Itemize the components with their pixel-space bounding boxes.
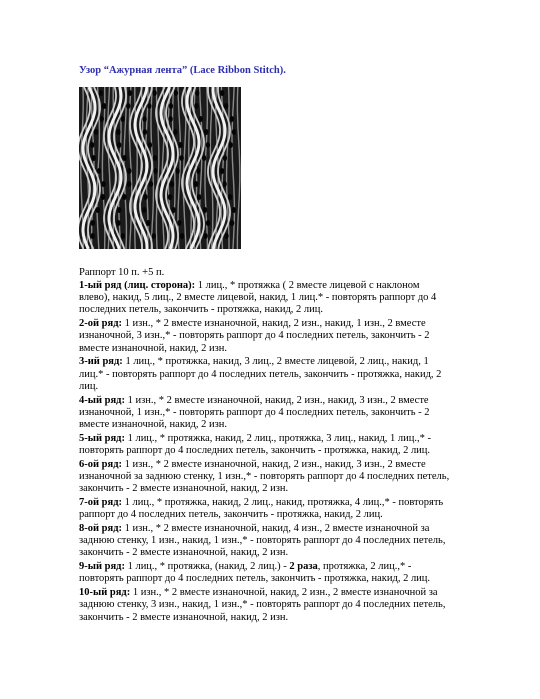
eyelet-hole bbox=[220, 168, 224, 174]
row-5 bbox=[79, 433, 451, 457]
row-text: 1 лиц., * протяжка, (накид, 2 лиц.) - bbox=[124, 561, 290, 573]
row-4 bbox=[79, 395, 451, 432]
eyelet-hole bbox=[171, 207, 175, 213]
eyelet-hole bbox=[230, 116, 234, 122]
eyelet-hole bbox=[126, 103, 130, 109]
row-label: 3-ий ряд: bbox=[79, 356, 123, 368]
eyelet-hole bbox=[204, 129, 208, 135]
eyelet-hole bbox=[194, 103, 198, 109]
eyelet-hole bbox=[223, 155, 227, 161]
eyelet-hole bbox=[90, 233, 94, 239]
eyelet-hole bbox=[100, 116, 104, 122]
row-label: 10-ый ряд: bbox=[79, 587, 131, 599]
row-label: 8-ой ряд: bbox=[79, 523, 122, 535]
eyelet-hole bbox=[94, 129, 98, 135]
eyelet-hole bbox=[102, 103, 106, 109]
eyelet-hole bbox=[199, 116, 203, 122]
eyelet-hole bbox=[143, 129, 147, 135]
pattern-title: Узор “Ажурная лента” (Lace Ribbon Stitch). bbox=[79, 65, 286, 76]
eyelet-hole bbox=[99, 90, 103, 96]
row-text-bold: 2 раза bbox=[289, 561, 318, 573]
eyelet-hole bbox=[117, 207, 121, 213]
eyelet-hole bbox=[116, 220, 120, 226]
row-2 bbox=[79, 318, 451, 355]
eyelet-hole bbox=[91, 155, 95, 161]
eyelet-hole bbox=[170, 181, 174, 187]
eyelet-hole bbox=[206, 142, 210, 148]
eyelet-hole bbox=[173, 129, 177, 135]
row-text: 1 лиц., * протяжка, накид, 2 лиц., протяжка, 3 лиц., накид, 1 лиц.,* - повторять раппорт до 4 последних петель, закончить - протяжка, накид, 2 лиц. bbox=[79, 432, 432, 457]
eyelet-hole bbox=[203, 207, 207, 213]
eyelet-hole bbox=[222, 181, 226, 187]
eyelet-hole bbox=[224, 103, 228, 109]
eyelet-hole bbox=[232, 207, 236, 213]
knit-swatch-image bbox=[79, 87, 241, 249]
row-text: 1 изн., * 2 вместе изнаночной, накид, 2 изн., накид, 3 изн., 2 вместе изнаночной за заднюю стенку, 1 изн.,* - повторять раппорт до 4 последних петель, закончить - 2 вместе изнаночной, накид, 2 изн. bbox=[79, 458, 450, 495]
eyelet-hole bbox=[146, 220, 150, 226]
row-label: 9-ый ряд: bbox=[79, 561, 125, 573]
row-label: 7-ой ряд: bbox=[79, 497, 122, 509]
eyelet-hole bbox=[117, 142, 121, 148]
eyelet-hole bbox=[228, 194, 232, 200]
eyelet-hole bbox=[128, 90, 132, 96]
row-3 bbox=[79, 356, 451, 393]
eyelet-hole bbox=[168, 194, 172, 200]
eyelet-hole bbox=[180, 155, 184, 161]
eyelet-hole bbox=[122, 155, 126, 161]
eyelet-hole bbox=[224, 233, 228, 239]
eyelet-hole bbox=[153, 155, 157, 161]
row-text-after: , протяжка, 2 лиц.,* - повторять раппорт до 4 последних петель, закончить - протяжка, накид, 2 лиц. bbox=[79, 561, 431, 585]
eyelet-hole bbox=[169, 103, 173, 109]
eyelet-hole bbox=[232, 129, 236, 135]
eyelet-hole bbox=[175, 168, 179, 174]
eyelet-hole bbox=[97, 168, 101, 174]
row-9 bbox=[79, 561, 451, 585]
row-text: 1 лиц., * протяжка ( 2 вместе лицевой с наклоном влево), накид, 5 лиц., 2 вместе лицевой, накид, 1 лиц.* - повторять раппорт до 4 последних петель, закончить - протяжка, накид, 2 лиц. bbox=[79, 280, 437, 316]
stitch-column bbox=[237, 87, 239, 249]
eyelet-hole bbox=[196, 168, 200, 174]
eyelet-hole bbox=[143, 194, 147, 200]
eyelet-hole bbox=[174, 90, 178, 96]
eyelet-hole bbox=[206, 220, 210, 226]
eyelet-hole bbox=[178, 142, 182, 148]
row-10 bbox=[79, 587, 451, 624]
row-label: 2-ой ряд: bbox=[79, 318, 122, 330]
eyelet-hole bbox=[168, 116, 172, 122]
eyelet-hole bbox=[101, 194, 105, 200]
row-6 bbox=[79, 459, 451, 496]
row-instructions bbox=[79, 280, 451, 625]
eyelet-hole bbox=[101, 181, 105, 187]
eyelet-hole bbox=[153, 168, 157, 174]
eyelet-hole bbox=[203, 233, 207, 239]
row-text: 1 изн., * 2 вместе изнаночной, накид, 2 изн., 2 вместе изнаночной за заднюю стенку, 3 изн., накид, 1 изн.,* - повторять раппорт до 4 последних петель, закончить - 2 вместе изнаночной, накид, 2 изн. bbox=[79, 587, 446, 623]
row-text: 1 изн., * 2 вместе изнаночной, накид, 2 изн., накид, 3 изн., 2 вместе изнаночной, 1 изн.,* - повторять раппорт до 4 последних петель, закончить - 2 вместе изнаночной, накид, 2 изн. bbox=[79, 394, 430, 431]
eyelet-hole bbox=[127, 181, 131, 187]
eyelet-hole bbox=[197, 194, 201, 200]
eyelet-hole bbox=[149, 181, 153, 187]
stitch-column bbox=[129, 87, 131, 249]
eyelet-hole bbox=[230, 220, 234, 226]
row-text: 1 лиц., * протяжка, накид, 2 лиц., накид, протяжка, 4 лиц.,* - повторять раппорт до 4 последних петель, закончить - протяжка, накид, 2 лиц. bbox=[79, 497, 444, 521]
eyelet-hole bbox=[220, 90, 224, 96]
eyelet-hole bbox=[116, 129, 120, 135]
eyelet-hole bbox=[195, 90, 199, 96]
row-8 bbox=[79, 523, 451, 560]
row-label: 6-ой ряд: bbox=[79, 458, 122, 470]
eyelet-hole bbox=[177, 220, 181, 226]
rapport-text: Раппорт 10 п. +5 п. bbox=[79, 267, 165, 278]
eyelet-hole bbox=[152, 90, 156, 96]
eyelet-hole bbox=[194, 181, 198, 187]
eyelet-hole bbox=[180, 233, 184, 239]
row-text: 1 лиц., * протяжка, накид, 3 лиц., 2 вместе лицевой, 2 лиц., накид, 1 лиц.* - повторять раппорт до 4 последних петель, закончить - протяжка, накид, 2 лиц. bbox=[79, 356, 442, 392]
eyelet-hole bbox=[121, 233, 125, 239]
eyelet-hole bbox=[152, 233, 156, 239]
eyelet-hole bbox=[122, 194, 126, 200]
row-text: 1 изн., * 2 вместе изнаночной, накид, 2 изн., накид, 1 изн., 2 вместе изнаночной, 3 изн.,* - повторять раппорт до 4 последних петель, закончить - 2 вместе изнаночной, накид, 2 изн. bbox=[79, 318, 430, 354]
eyelet-hole bbox=[148, 142, 152, 148]
row-1 bbox=[79, 280, 451, 317]
eyelet-hole bbox=[127, 168, 131, 174]
eyelet-hole bbox=[91, 220, 95, 226]
eyelet-hole bbox=[96, 207, 100, 213]
eyelet-hole bbox=[142, 116, 146, 122]
row-7 bbox=[79, 497, 451, 521]
eyelet-hole bbox=[147, 103, 151, 109]
row-label: 1-ый ряд (лиц. сторона): bbox=[79, 280, 196, 291]
pattern-photo bbox=[79, 87, 241, 249]
eyelet-hole bbox=[121, 116, 125, 122]
eyelet-hole bbox=[229, 142, 233, 148]
eyelet-hole bbox=[142, 207, 146, 213]
row-label: 5-ый ряд: bbox=[79, 432, 125, 444]
row-text: 1 изн., * 2 вместе изнаночной, накид, 4 изн., 2 вместе изнаночной за заднюю стенку, 1 изн., накид, 1 изн.,* - повторять раппорт до 4 последних петель, закончить - 2 вместе изнаночной, накид, 2 изн. bbox=[79, 523, 446, 559]
eyelet-hole bbox=[90, 142, 94, 148]
eyelet-hole bbox=[202, 155, 206, 161]
row-label: 4-ый ряд: bbox=[79, 394, 125, 406]
